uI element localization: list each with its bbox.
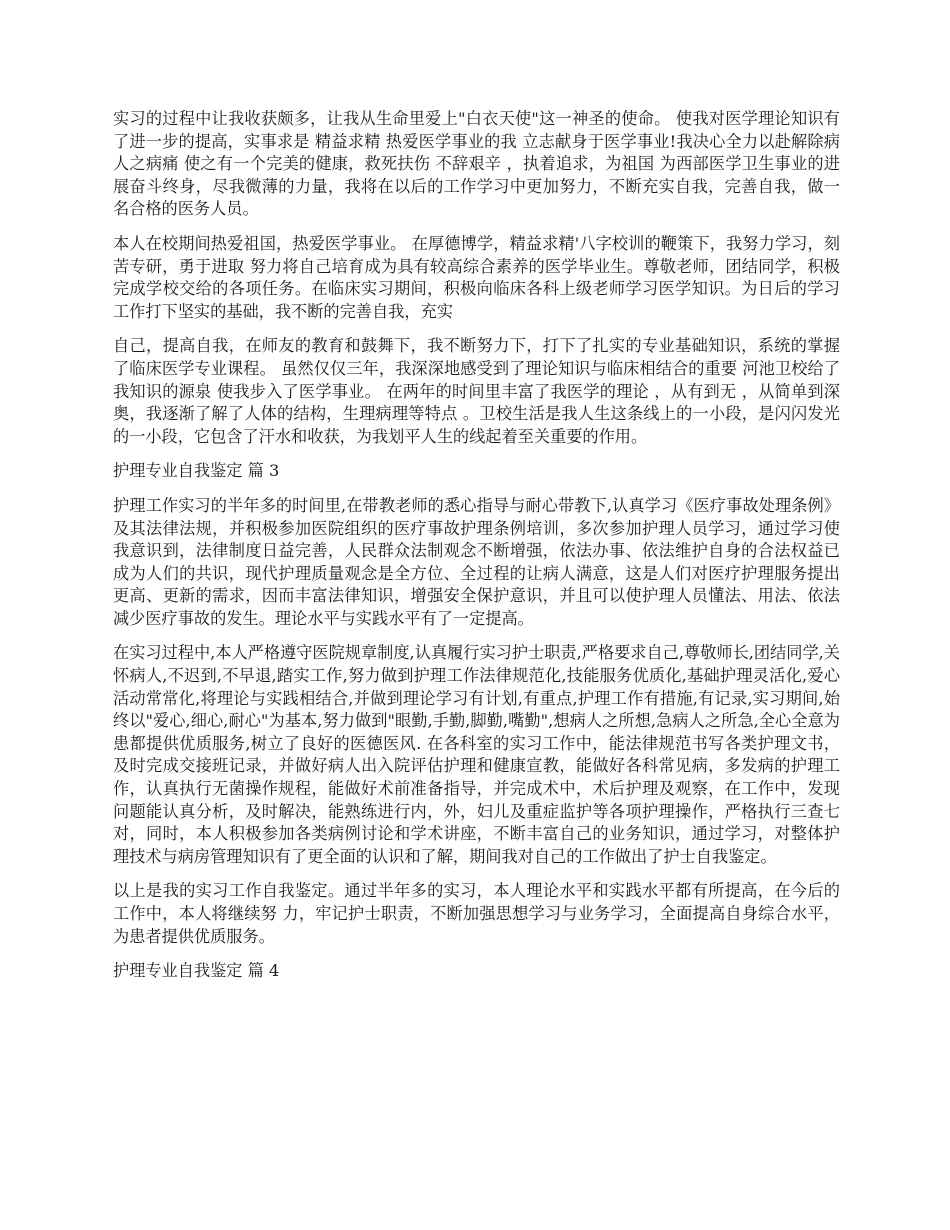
paragraph-conclusion: 以上是我的实习工作自我鉴定。通过半年多的实习，本人理论水平和实践水平都有所提高，在今后的工作中，本人将继续努 力，牢记护士职责，不断加强思想学习与业务学习，全面提高自身综合水平，为患者提供优质服务。 — [113, 881, 840, 946]
section-heading-4: 护理专业自我鉴定 篇 4 — [113, 961, 280, 981]
paragraph-school-period: 本人在校期间热爱祖国，热爱医学事业。 在厚德博学，精益求精'八字校训的鞭策下，我努力学习，刻苦专研，勇于进取 努力将自己培育成为具有较高综合素养的医学毕业生。尊敬老师，团结同学，积极完成学校交给的各项任务。在临床实习期间，积极向临床各科上级老师学习医学知识。为日后的学习工作打下坚实的基础，我不断的完善自我，充实 — [113, 233, 840, 321]
section-heading-3: 护理专业自我鉴定 篇 3 — [113, 461, 280, 481]
paragraph-self-improvement: 自己，提高自我，在师友的教育和鼓舞下，我不断努力下，打下了扎实的专业基础知识，系统的掌握了临床医学专业课程。 虽然仅仅三年，我深深地感受到了理论知识与临床相结合的重要 河池卫校给了我知识的源泉 使我步入了医学事业。 在两年的时间里丰富了我医学的理论 ，从有到无 ，从简单到深奥，我逐渐了解了人体的结构，生理病理等特点 。卫校生活是我人生这条线上的一小段，是闪闪发光的一小段，它包含了汗水和收获，为我划平人生的线起着至关重要的作用。 — [113, 336, 840, 446]
paragraph-internship-gains: 实习的过程中让我收获颇多，让我从生命里爱上"白衣天使"这一神圣的使命。 使我对医学理论知识有了进一步的提高，实事求是 精益求精 热爱医学事业的我 立志献身于医学事业!我决心全力以赴解除病人之病痛 使之有一个完美的健康，救死扶伤 不辞艰辛 ，执着追求，为祖国 为西部医学卫生事业的进展奋斗终身，尽我微薄的力量，我将在以后的工作学习中更加努力，不断充实自我，完善自我，做一名合格的医务人员。 — [113, 109, 840, 219]
document-body — [113, 108, 840, 995]
paragraph-nursing-law: 护理工作实习的半年多的时间里,在带教老师的悉心指导与耐心带教下,认真学习《医疗事故处理条例》及其法律法规，并积极参加医院组织的医疗事故护理条例培训，多次参加护理人员学习，通过学习使我意识到，法律制度日益完善，人民群众法制观念不断增强，依法办事、依法维护自身的合法权益已成为人们的共识，现代护理质量观念是全方位、全过程的让病人满意，这是人们对医疗护理服务提出更高、更新的需求，因而丰富法律知识，增强安全保护意识，并且可以使护理人员懂法、用法、依法减少医疗事故的发生。理论水平与实践水平有了一定提高。 — [113, 495, 840, 628]
paragraph-internship-process: 在实习过程中,本人严格遵守医院规章制度,认真履行实习护士职责,严格要求自己,尊敬师长,团结同学,关怀病人,不迟到,不早退,踏实工作,努力做到护理工作法律规范化,技能服务优质化,基础护理灵活化,爱心活动常常化,将理论与实践相结合,并做到理论学习有计划,有重点,护理工作有措施,有记录,实习期间,始终以"爱心,细心,耐心"为基本,努力做到"眼勤,手勤,脚勤,嘴勤",想病人之所想,急病人之所急,全心全意为患都提供优质服务,树立了良好的医德医风. 在各科室的实习工作中，能法律规范书写各类护理文书，及时完成交接班记录，并做好病人出入院评估护理和健康宣教，能做好各科常见病，多发病的护理工作，认真执行无菌操作规程，能做好术前准备指导，并完成术中，术后护理及观察，在工作中，发现问题能认真分析，及时解决，能熟练进行内，外，妇儿及重症监护等各项护理操作，严格执行三查七对，同时，本人积极参加各类病例讨论和学术讲座，不断丰富自己的业务知识，通过学习，对整体护理技术与病房管理知识有了更全面的认识和了解，期间我对自己的工作做出了护士自我鉴定。 — [113, 643, 840, 866]
